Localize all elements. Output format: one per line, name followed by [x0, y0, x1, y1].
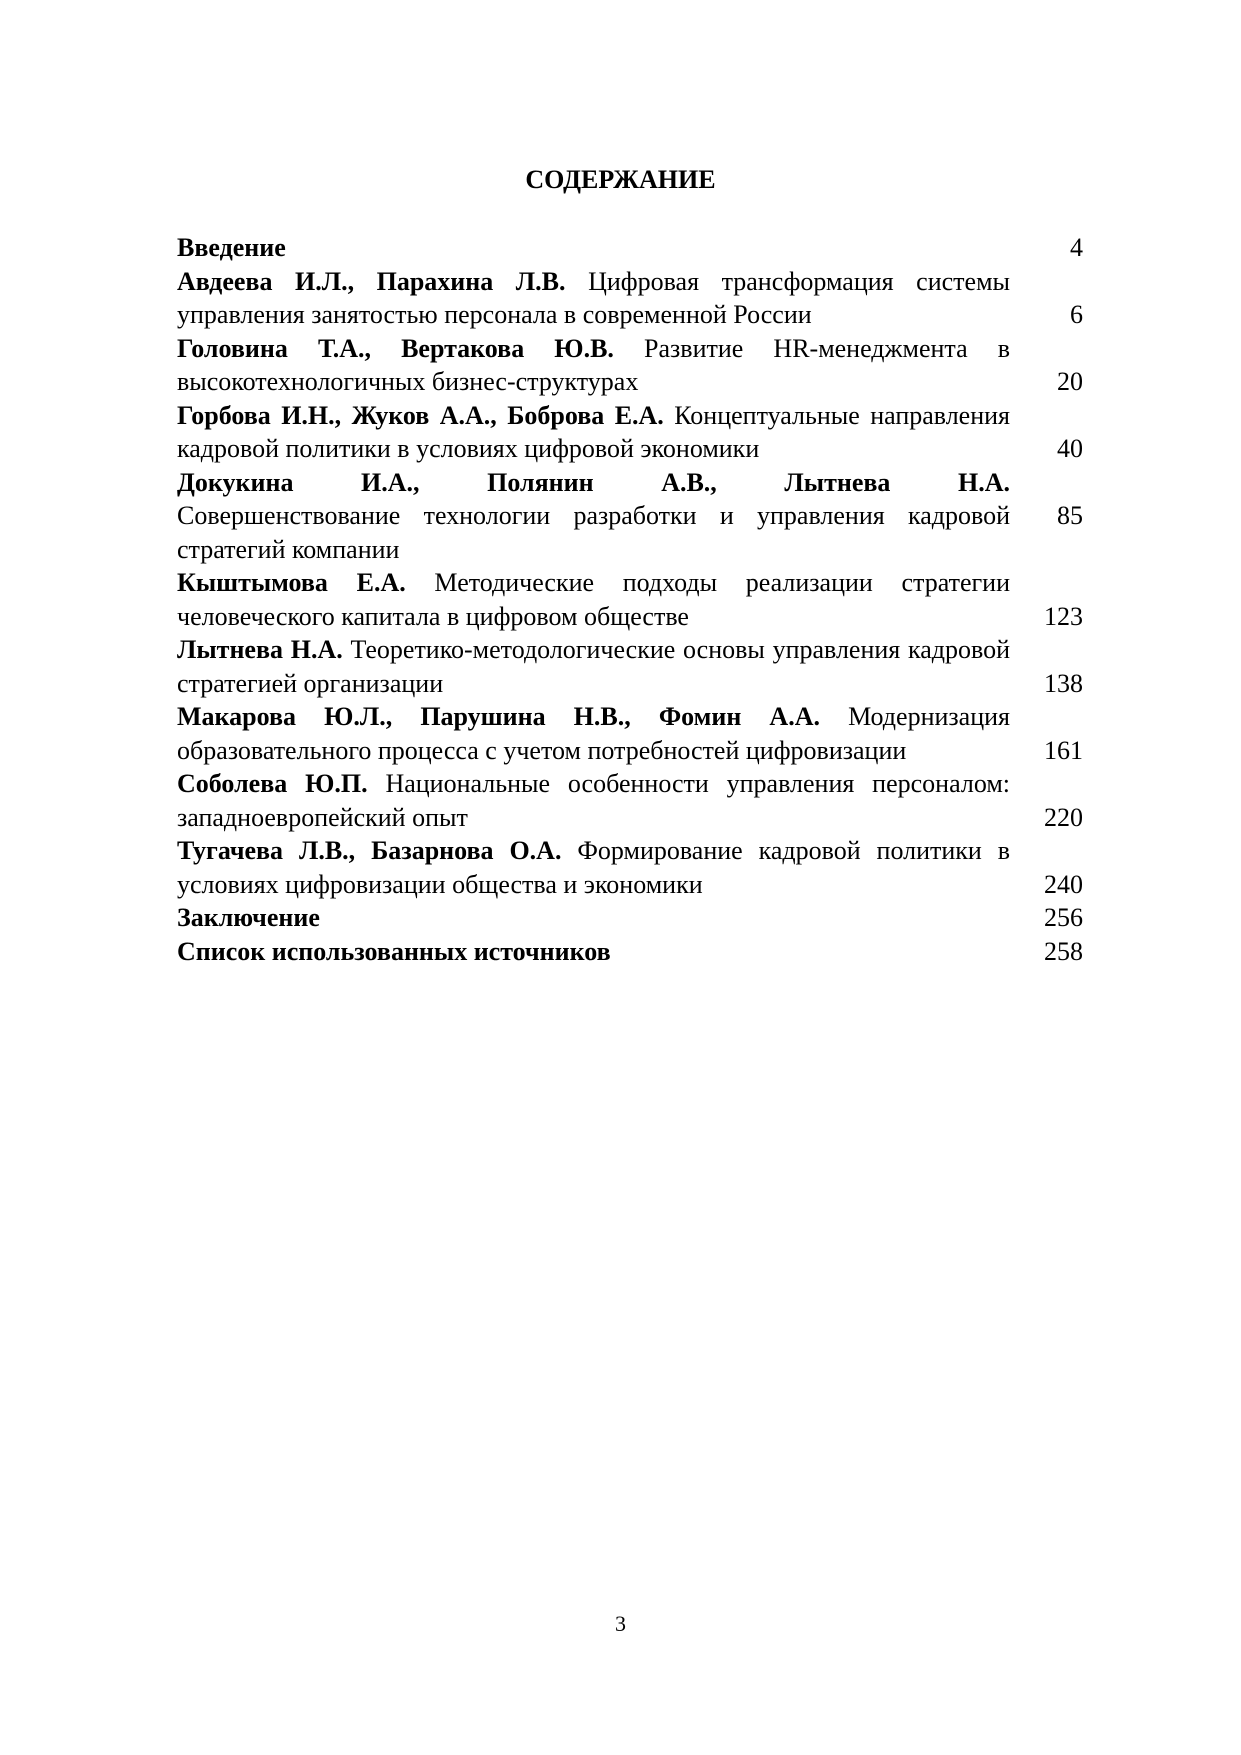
toc-section-title: Введение [177, 233, 286, 262]
toc-section-title: Список использованных источников [177, 936, 611, 966]
table-of-contents [177, 231, 1083, 968]
toc-entry-introduction [177, 231, 1083, 265]
toc-page-number: 40 [1057, 434, 1083, 463]
toc-page-number: 258 [1044, 936, 1083, 966]
toc-page-number: 123 [1044, 601, 1083, 631]
toc-entry-text [177, 700, 1010, 767]
toc-entry-tugacheva [177, 834, 1083, 901]
toc-entry-conclusion [177, 901, 1083, 935]
toc-entry-makarova [177, 700, 1083, 767]
toc-entry-golovina [177, 332, 1083, 399]
toc-page-number: 138 [1044, 668, 1083, 698]
toc-section-title: Заключение [177, 903, 320, 932]
toc-author: Докукина И.А., Полянин А.В., Лытнева Н.А. [177, 467, 1010, 497]
toc-entry-text [177, 466, 1010, 567]
toc-page-number: 6 [1070, 300, 1083, 329]
toc-entry-text [177, 834, 1010, 901]
toc-entry-gorbova [177, 399, 1083, 466]
toc-heading: СОДЕРЖАНИЕ [525, 165, 716, 194]
toc-author: Макарова Ю.Л., Парушина Н.В., Фомин А.А. [177, 702, 820, 731]
toc-entry-soboleva [177, 767, 1083, 834]
toc-entry-dokukina [177, 466, 1083, 567]
toc-entry-text [177, 767, 1010, 834]
toc-entry-references [177, 935, 1083, 969]
toc-page-number: 4 [1070, 233, 1083, 262]
toc-page-number: 161 [1044, 735, 1083, 765]
toc-author: Горбова И.Н., Жуков А.А., Боброва Е.А. [177, 400, 664, 430]
toc-article-title: Концептуальные направления кадровой политики в условиях цифровой экономики [177, 400, 1011, 463]
toc-article-title: Национальные особенности управления персоналом: западноевропейский опыт [177, 769, 1010, 832]
toc-article-title: Формирование кадровой политики в условиях цифровизации общества и экономики [177, 836, 1010, 899]
toc-author: Кыштымова Е.А. [177, 568, 406, 597]
toc-article-title: Развитие HR-менеджмента в высокотехнологичных бизнес-структурах [177, 333, 1010, 396]
toc-article-title: Теоретико-методологические основы управления кадровой стратегией организации [177, 635, 1010, 698]
toc-page-number: 240 [1044, 869, 1083, 899]
toc-page-number: 20 [1057, 367, 1083, 396]
toc-entry-text [177, 265, 1010, 332]
toc-author: Авдеева И.Л., Парахина Л.В. [177, 266, 566, 296]
toc-author: Соболева Ю.П. [177, 769, 368, 798]
toc-article-title: Цифровая трансформация системы управления занятостью персонала в современной России [177, 266, 1010, 329]
toc-author: Тугачева Л.В., Базарнова О.А. [177, 836, 562, 865]
toc-author: Головина Т.А., Вертакова Ю.В. [177, 333, 614, 363]
toc-entry-text [177, 633, 1010, 700]
toc-page-number: 256 [1044, 903, 1083, 932]
toc-page-number: 220 [1044, 802, 1083, 832]
page-number: 3 [615, 1611, 626, 1636]
toc-entry-avdeeva [177, 265, 1083, 332]
toc-entry-kyshtymova [177, 566, 1083, 633]
toc-entry-lytneva [177, 633, 1083, 700]
toc-entry-text [177, 332, 1010, 399]
toc-article-title: Совершенствование технологии разработки и управления кадровой стратегий компании [177, 501, 1010, 564]
toc-page-number: 85 [1057, 501, 1083, 530]
toc-author: Лытнева Н.А. [177, 635, 343, 664]
toc-article-title: Модернизация образовательного процесса с учетом потребностей цифровизации [177, 702, 1010, 765]
toc-entry-text [177, 399, 1010, 466]
toc-entry-text [177, 566, 1010, 633]
toc-article-title: Методические подходы реализации стратегии человеческого капитала в цифровом обществе [177, 568, 1010, 631]
